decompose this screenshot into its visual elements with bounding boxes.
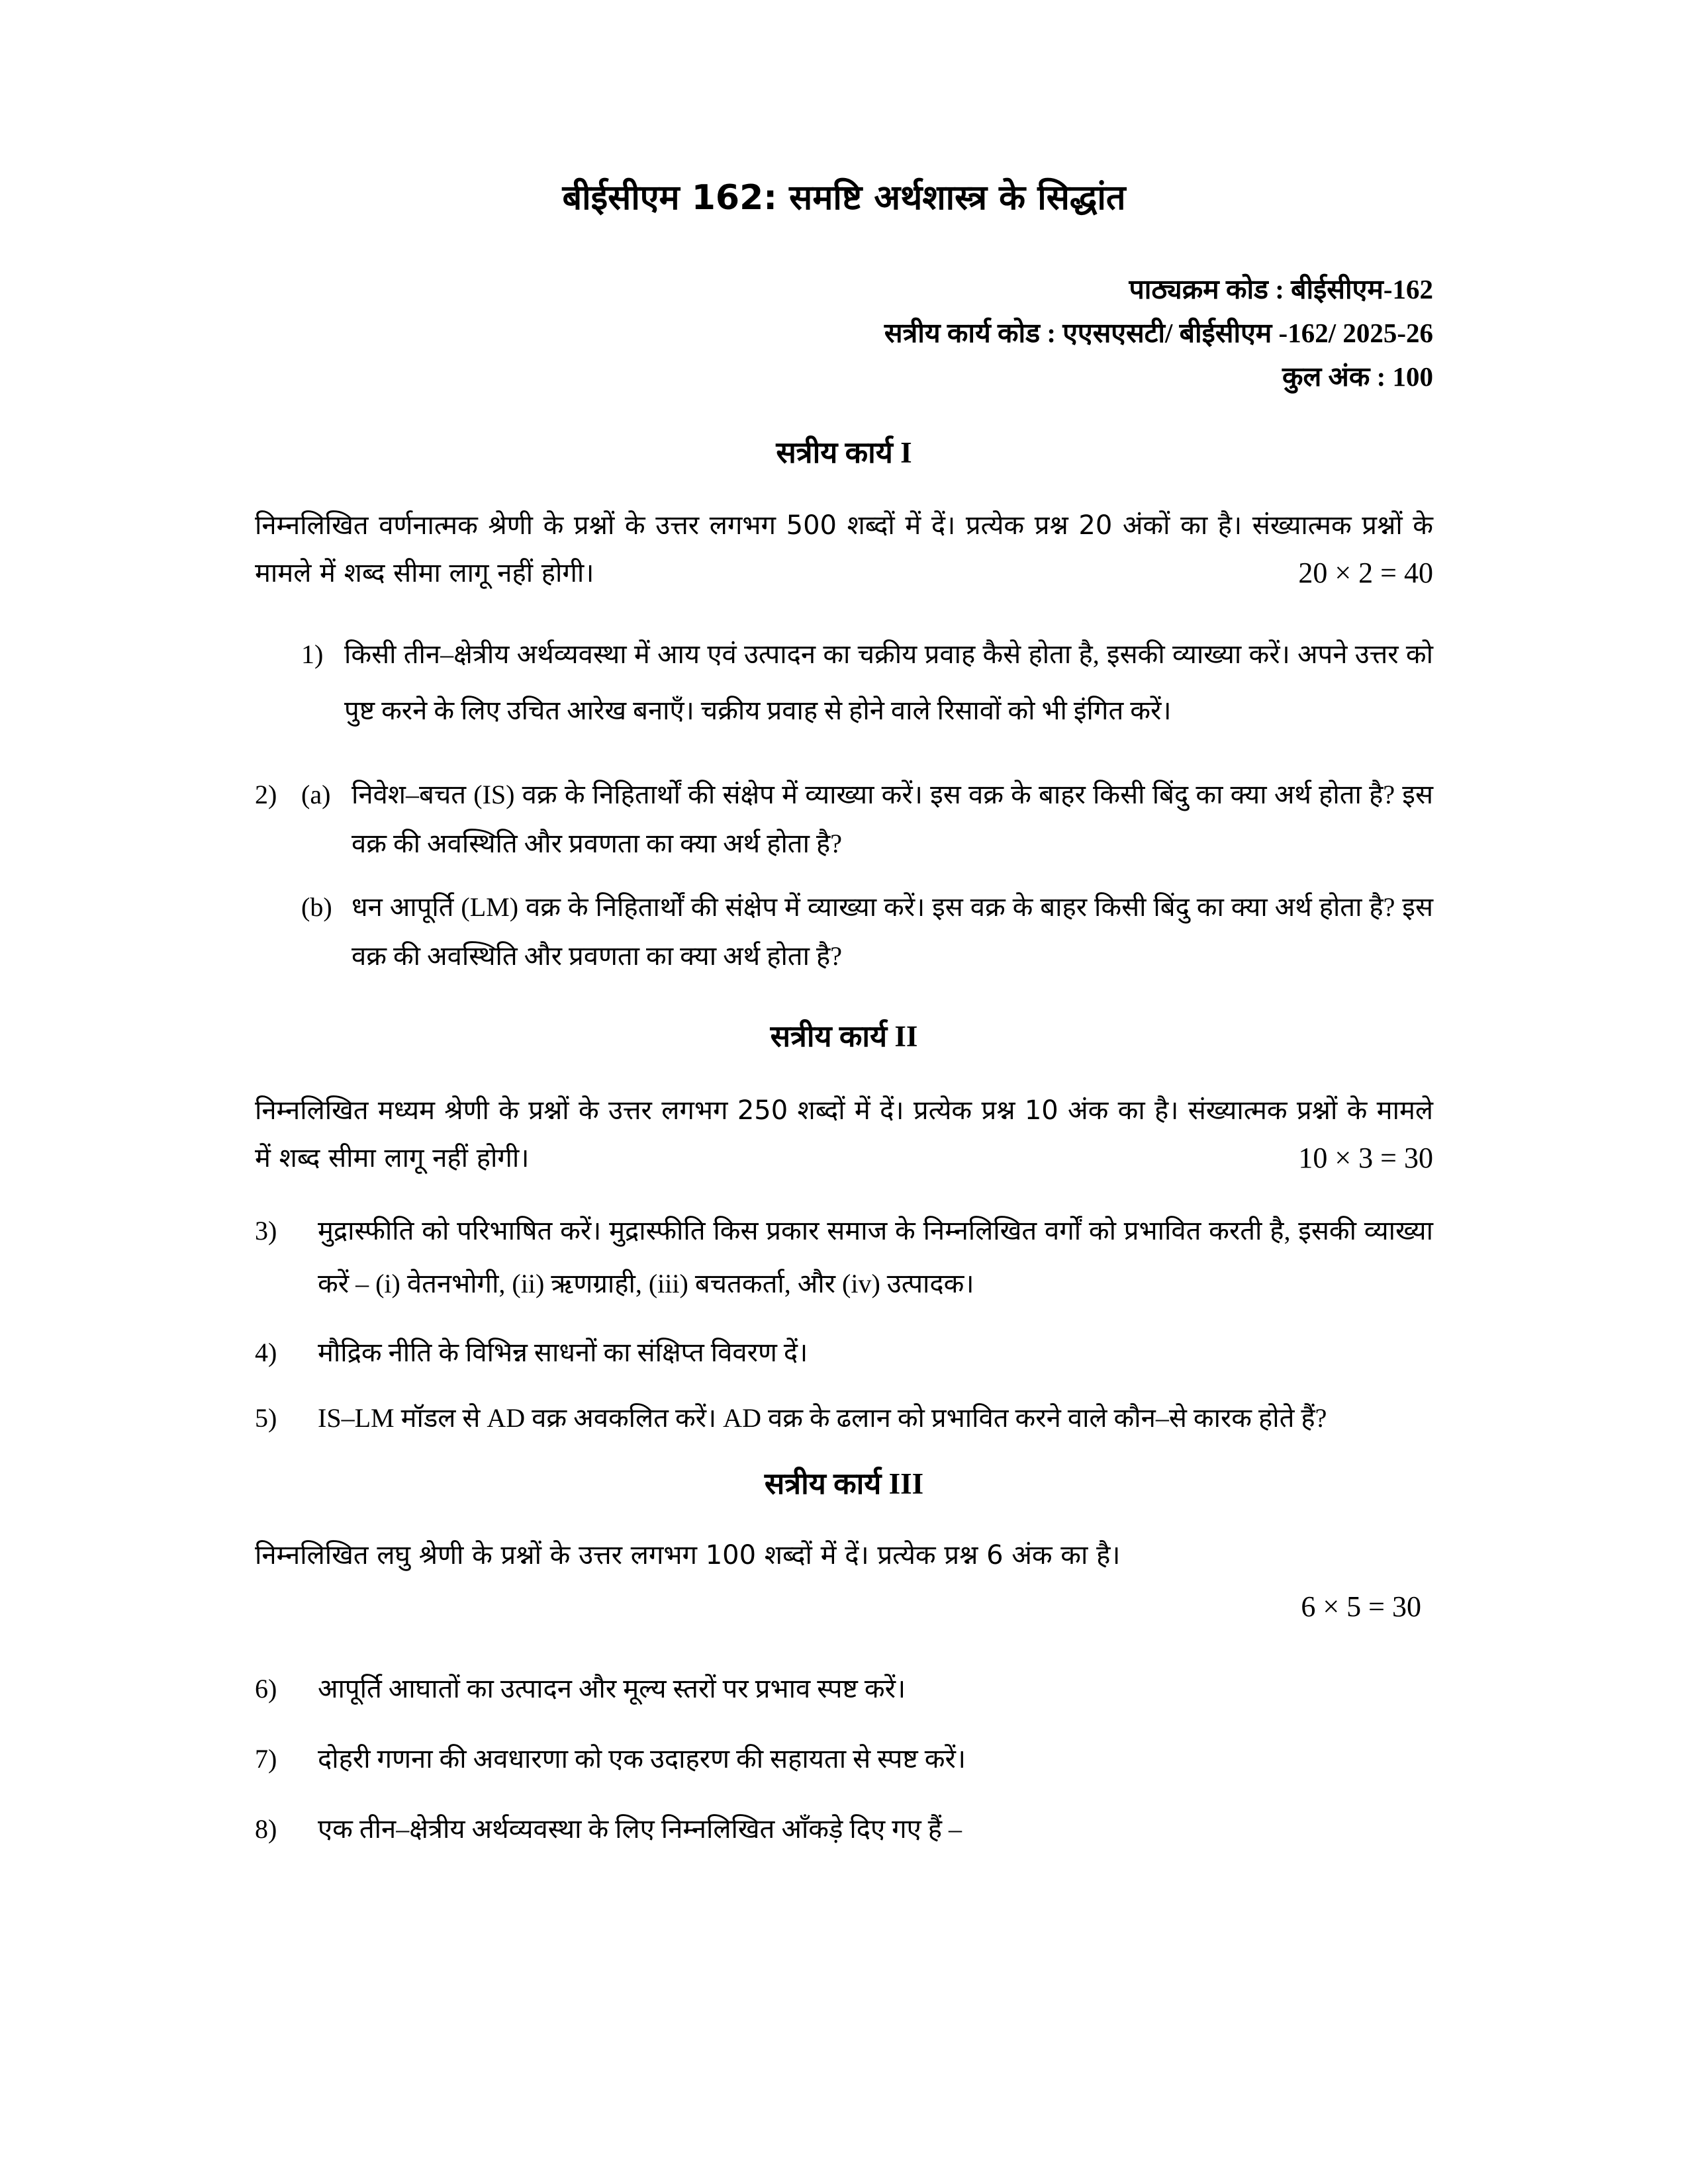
question-2-part-a (301, 770, 1433, 868)
question-8-text: एक तीन–क्षेत्रीय अर्थव्यवस्था के लिए निम्नलिखित आँकड़े दिए गए हैं – (318, 1814, 962, 1844)
question-6-text: आपूर्ति आघातों का उत्पादन और मूल्य स्तरों पर प्रभाव स्पष्ट करें। (318, 1674, 906, 1704)
question-8-number: 8) (255, 1814, 277, 1844)
question-6 (255, 1662, 1433, 1715)
question-1-text: किसी तीन–क्षेत्रीय अर्थव्यवस्था में आय एवं उत्पादन का चक्रीय प्रवाह कैसे होता है, इसकी व्याख्या करें। अपने उत्तर को पुष्ट करने के लिए उचित आरेख बनाएँ। चक्रीय प्रवाह से होने वाले रिसावों को भी इंगित करें। (344, 639, 1433, 725)
section-3-intro-text: निम्नलिखित लघु श्रेणी के प्रश्नों के उत्तर लगभग 100 शब्दों में दें। प्रत्येक प्रश्न 6 अंक का है। (255, 1540, 1121, 1570)
section-3-marks: 6 × 5 = 30 (1301, 1590, 1421, 1623)
document-header (255, 267, 1433, 398)
section-1-marks: 20 × 2 = 40 (1298, 557, 1433, 589)
question-8 (255, 1803, 1433, 1856)
question-2-parts (301, 770, 1433, 981)
section-1-heading: सत्रीय कार्य I (776, 436, 912, 469)
question-2-part-a-text: निवेश–बचत (IS) वक्र के निहितार्थों की संक्षेप में व्याख्या करें। इस वक्र के बाहर किसी बिंदु का क्या अर्थ होता है? इस वक्र की अवस्थिति और प्रवणता का क्या अर्थ होता है? (352, 780, 1433, 858)
question-5-text: IS–LM मॉडल से AD वक्र अवकलित करें। AD वक्र के ढलान को प्रभावित करने वाले कौन–से कारक होते हैं? (318, 1403, 1327, 1433)
question-3 (255, 1205, 1433, 1310)
question-3-number: 3) (255, 1216, 277, 1246)
section-1-intro-text: निम्नलिखित वर्णनात्मक श्रेणी के प्रश्नों के उत्तर लगभग 500 शब्दों में दें। प्रत्येक प्रश्न 20 अंकों का है। संख्यात्मक प्रश्नों के मामले में शब्द सीमा लागू नहीं होगी। (255, 510, 1433, 588)
question-2-number: 2) (255, 780, 277, 809)
section-2-intro (255, 1087, 1433, 1182)
section-3-intro (255, 1531, 1433, 1579)
section-1-intro (255, 502, 1433, 597)
question-1-number: 1) (301, 639, 324, 669)
question-2-part-b (301, 883, 1433, 981)
assignment-code-line: सत्रीय कार्य कोड : एएसएसटी/ बीईसीएम -162/ 2025-26 (884, 318, 1433, 348)
document-content (0, 173, 1688, 1856)
question-2-part-b-text: धन आपूर्ति (LM) वक्र के निहितार्थों की संक्षेप में व्याख्या करें। इस वक्र के बाहर किसी बिंदु का क्या अर्थ होता है? इस वक्र की अवस्थिति और प्रवणता का क्या अर्थ होता है? (352, 892, 1433, 971)
question-5 (255, 1391, 1433, 1445)
section-2-heading: सत्रीय कार्य II (770, 1020, 918, 1053)
section-3-heading: सत्रीय कार्य III (764, 1467, 924, 1500)
question-2 (255, 770, 1433, 981)
section-2-marks: 10 × 3 = 30 (1298, 1142, 1433, 1174)
question-1 (255, 626, 1433, 739)
section-2-intro-text: निम्नलिखित मध्यम श्रेणी के प्रश्नों के उत्तर लगभग 250 शब्दों में दें। प्रत्येक प्रश्न 10 अंक का है। संख्यात्मक प्रश्नों के मामले में शब्द सीमा लागू नहीं होगी। (255, 1095, 1433, 1173)
question-7 (255, 1733, 1433, 1786)
section-3-marks-line (255, 1583, 1433, 1637)
question-4-text: मौद्रिक नीति के विभिन्न साधनों का संक्षिप्त विवरण दें। (318, 1338, 808, 1367)
question-2-part-b-label: (b) (301, 892, 332, 922)
question-5-number: 5) (255, 1403, 277, 1433)
question-6-number: 6) (255, 1674, 277, 1704)
question-2-part-a-label: (a) (301, 780, 331, 809)
document-title: बीईसीएम 162: समष्टि अर्थशास्त्र के सिद्धांत (562, 178, 1126, 218)
question-7-number: 7) (255, 1744, 277, 1774)
question-4 (255, 1326, 1433, 1379)
question-7-text: दोहरी गणना की अवधारणा को एक उदाहरण की सहायता से स्पष्ट करें। (318, 1744, 966, 1774)
total-marks-line: कुल अंक : 100 (1282, 361, 1433, 392)
question-4-number: 4) (255, 1338, 277, 1367)
course-code-line: पाठ्यक्रम कोड : बीईसीएम-162 (1129, 274, 1433, 304)
question-3-text: मुद्रास्फीति को परिभाषित करें। मुद्रास्फीति किस प्रकार समाज के निम्नलिखित वर्गों को प्रभावित करती है, इसकी व्याख्या करें – (i) वेतनभोगी, (ii) ऋणग्राही, (iii) बचतकर्ता, और (iv) उत्पादक। (318, 1216, 1433, 1298)
